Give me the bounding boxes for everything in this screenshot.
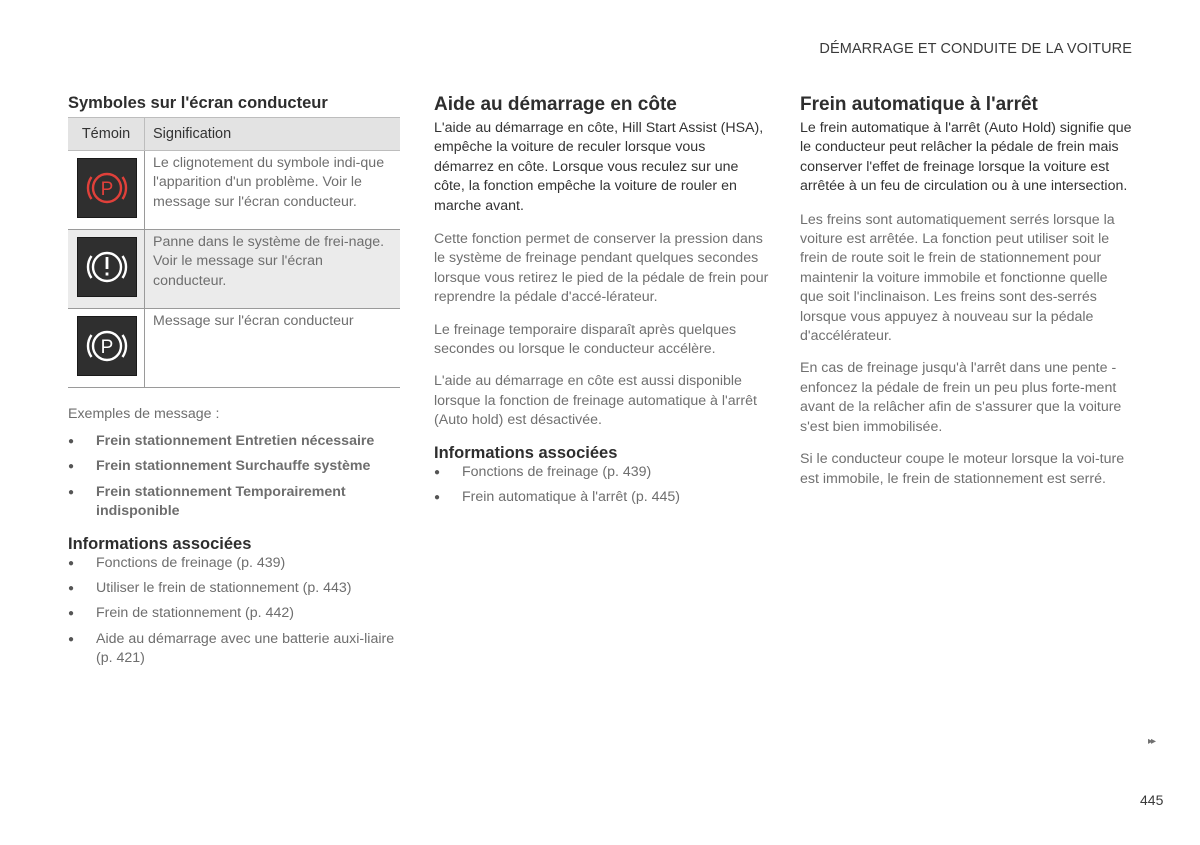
table-header-row bbox=[68, 118, 400, 151]
table-cell-text: Le clignotement du symbole indi-que l'apparition d'un problème. Voir le message sur l'écran conducteur. bbox=[145, 151, 401, 230]
examples-label: Exemples de message : bbox=[68, 406, 220, 422]
table-cell-icon bbox=[68, 151, 145, 230]
page-number: 445 bbox=[1140, 792, 1164, 808]
parking-brake-white-icon bbox=[77, 316, 137, 376]
table-row bbox=[68, 309, 400, 388]
body-paragraph: Cette fonction permet de conserver la pression dans le système de freinage pendant quelques secondes lorsque vous retirez le pied de la pédale de frein pour reprendre la pédale d'accé-lérateur. bbox=[434, 231, 769, 306]
related-info-list bbox=[68, 554, 400, 669]
related-info-title: Informations associées bbox=[68, 534, 252, 553]
related-link[interactable]: ● Frein automatique à l'arrêt (p. 445) bbox=[434, 488, 769, 507]
symbols-table bbox=[68, 117, 400, 388]
examples-list bbox=[68, 432, 400, 522]
related-link[interactable]: ● Fonctions de freinage (p. 439) bbox=[434, 463, 769, 482]
parking-brake-red-icon bbox=[77, 158, 137, 218]
related-link[interactable]: ● Fonctions de freinage (p. 439) bbox=[68, 554, 400, 573]
related-link[interactable]: ● Utiliser le frein de stationnement (p. 443) bbox=[68, 579, 400, 598]
column-hill-start bbox=[434, 94, 769, 508]
symbols-title: Symboles sur l'écran conducteur bbox=[68, 94, 328, 112]
table-header-cell: Témoin bbox=[68, 118, 145, 151]
related-info-title: Informations associées bbox=[434, 443, 618, 462]
svg-text:P: P bbox=[100, 337, 114, 358]
list-item: ● Frein stationnement Temporairement indisponible bbox=[68, 483, 400, 522]
body-paragraph: Les freins sont automatiquement serrés lorsque la voiture est arrêtée. La fonction peut utiliser soit le frein de route soit le frein de stationnement pour maintenir la voiture immobile et fonctionne quelle que soit l'inclinaison. Les freins sont des-serrés lorsque vous appuyez à nouveau sur la pédale d'accélérateur. bbox=[800, 211, 1115, 345]
table-cell-text: Message sur l'écran conducteur bbox=[145, 309, 401, 388]
related-link[interactable]: ● Frein de stationnement (p. 442) bbox=[68, 604, 400, 623]
body-paragraph: L'aide au démarrage en côte est aussi disponible lorsque la fonction de freinage automatique à l'arrêt (Auto hold) est désactivée. bbox=[434, 373, 757, 429]
section-title: Frein automatique à l'arrêt bbox=[800, 94, 1038, 115]
body-paragraph: En cas de freinage jusqu'à l'arrêt dans une pente - enfoncez la pédale de frein un peu plus forte-ment avant de la relâcher afin de s'assurer que la voiture s'est bien immobilisée. bbox=[800, 360, 1122, 435]
related-info-list bbox=[434, 463, 769, 508]
section-header: DÉMARRAGE ET CONDUITE DE LA VOITURE bbox=[819, 41, 1132, 57]
svg-text:P: P bbox=[100, 179, 114, 200]
table-row bbox=[68, 151, 400, 230]
continue-icon: ▸▸ bbox=[1148, 736, 1155, 747]
lead-paragraph: Le frein automatique à l'arrêt (Auto Hold) signifie que le conducteur peut relâcher la pédale de frein mais conserver l'effet de freinage lorsque la voiture est arrêtée à un feu de circulation ou à une intersection. bbox=[800, 120, 1132, 195]
list-item: ● Frein stationnement Entretien nécessaire bbox=[68, 432, 400, 451]
column-auto-hold bbox=[800, 94, 1135, 489]
table-header-cell: Signification bbox=[145, 118, 401, 151]
list-item: ● Frein stationnement Surchauffe système bbox=[68, 457, 400, 476]
table-row bbox=[68, 230, 400, 309]
body-paragraph: Si le conducteur coupe le moteur lorsque la voi-ture est immobile, le frein de stationnement est serré. bbox=[800, 451, 1125, 487]
column-symbols bbox=[68, 94, 400, 669]
table-cell-text: Panne dans le système de frei-nage. Voir le message sur l'écran conducteur. bbox=[145, 230, 401, 309]
brake-warning-icon bbox=[77, 237, 137, 297]
body-paragraph: Le freinage temporaire disparaît après quelques secondes ou lorsque le conducteur accélère. bbox=[434, 321, 737, 358]
lead-paragraph: L'aide au démarrage en côte, Hill Start Assist (HSA), empêche la voiture de reculer lorsque vous démarrez en côte. Lorsque vous reculez sur une côte, la fonction empêche la voiture de rouler en marche avant. bbox=[434, 120, 764, 214]
section-title: Aide au démarrage en côte bbox=[434, 94, 677, 115]
table-cell-icon bbox=[68, 230, 145, 309]
table-cell-icon bbox=[68, 309, 145, 388]
related-link[interactable]: ● Aide au démarrage avec une batterie auxi-liaire (p. 421) bbox=[68, 630, 400, 669]
